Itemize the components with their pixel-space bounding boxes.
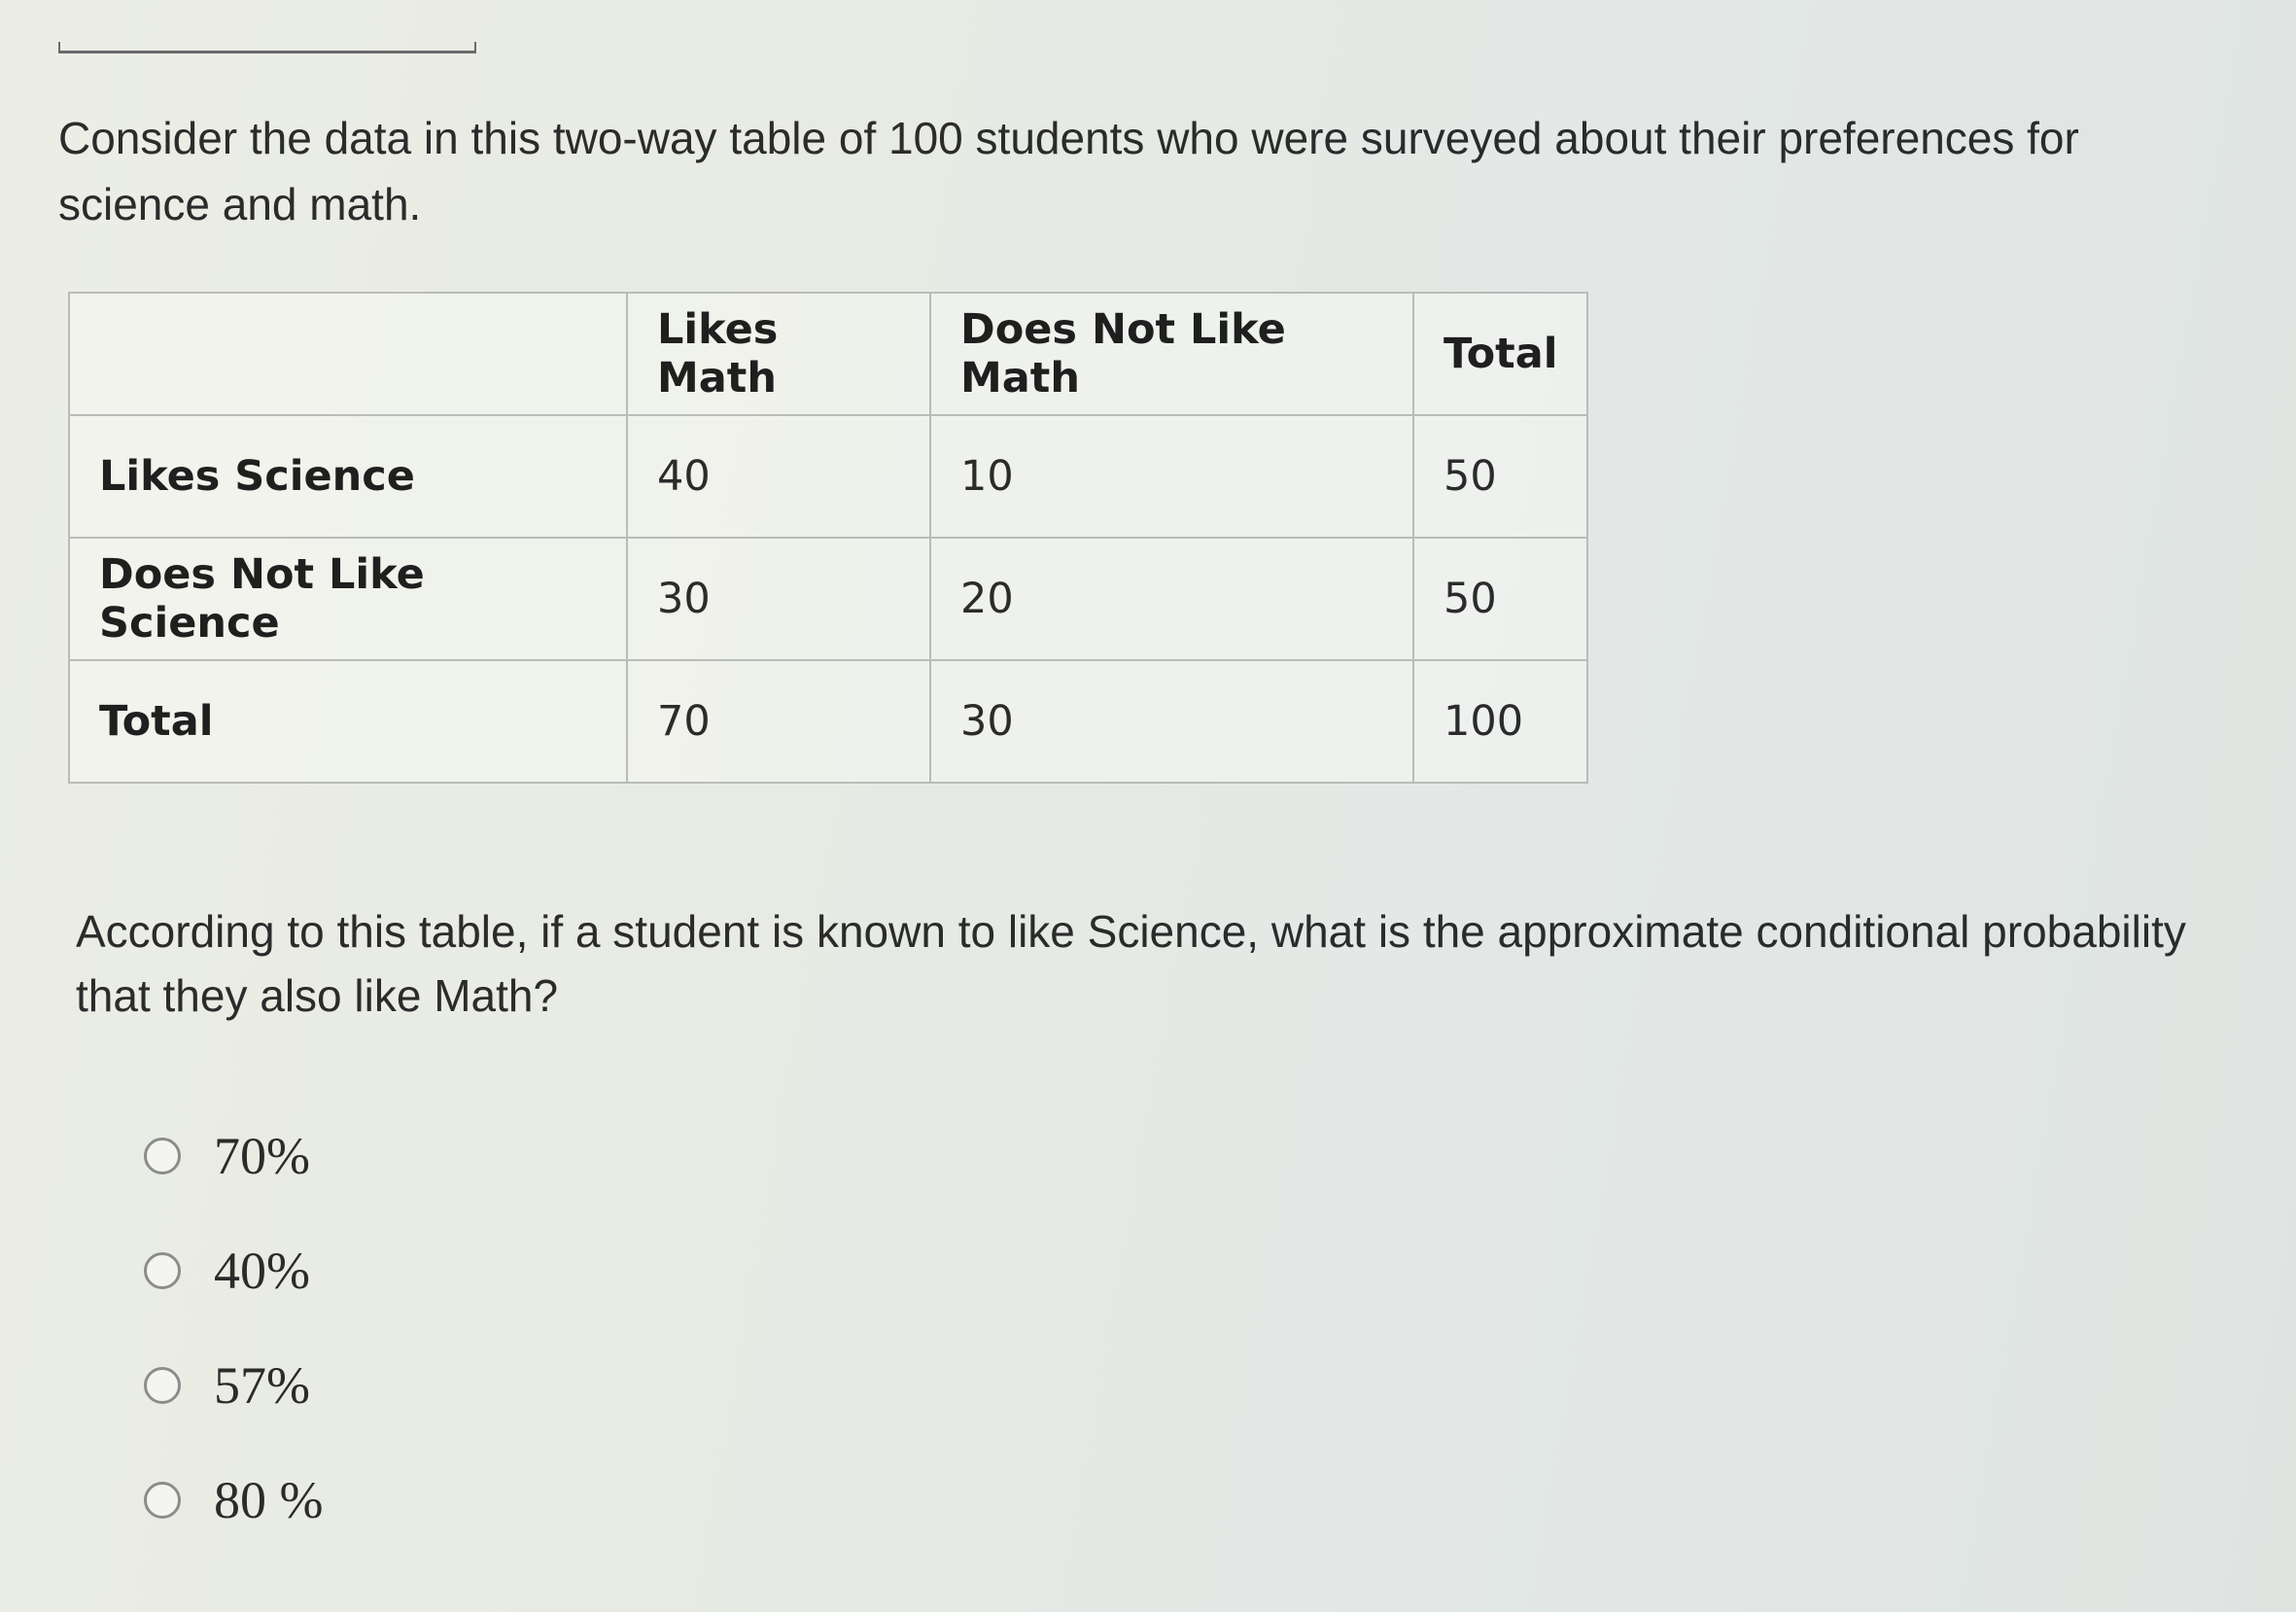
intro-text: Consider the data in this two-way table of 100 students who were surveyed about their preferences for science and math. (58, 113, 2079, 229)
answer-options (144, 1099, 323, 1558)
table-header-likes-math: Likes Math (627, 293, 930, 415)
question-text: According to this table, if a student is known to like Science, what is the approximate conditional probability that they also like Math? (76, 906, 2186, 1021)
radio-button[interactable] (144, 1482, 181, 1519)
table-cell: 30 (930, 660, 1413, 783)
radio-button[interactable] (144, 1138, 181, 1174)
table-cell: 100 (1413, 660, 1587, 783)
answer-option-3[interactable] (144, 1328, 323, 1443)
option-label[interactable]: 70% (214, 1127, 310, 1185)
table-cell: 10 (930, 415, 1413, 538)
table-cell: 70 (627, 660, 930, 783)
table-header-row (69, 293, 1587, 415)
answer-option-1[interactable] (144, 1099, 323, 1213)
table-header-total: Total (1413, 293, 1587, 415)
table-cell: 50 (1413, 538, 1587, 660)
table-header-empty (69, 293, 627, 415)
option-label[interactable]: 57% (214, 1356, 310, 1415)
option-label[interactable]: 80 % (214, 1471, 324, 1529)
table-row (69, 538, 1587, 660)
radio-button[interactable] (144, 1252, 181, 1289)
radio-button[interactable] (144, 1367, 181, 1404)
table-cell: 30 (627, 538, 930, 660)
row-label-total: Total (69, 660, 627, 783)
answer-option-2[interactable] (144, 1213, 323, 1328)
table-cell: 20 (930, 538, 1413, 660)
table-cell: 40 (627, 415, 930, 538)
row-label-does-not-like-science: Does Not Like Science (69, 538, 627, 660)
table-header-does-not-like-math: Does Not Like Math (930, 293, 1413, 415)
table-cell: 50 (1413, 415, 1587, 538)
two-way-table (68, 292, 1588, 784)
answer-option-4[interactable] (144, 1443, 323, 1558)
row-label-likes-science: Likes Science (69, 415, 627, 538)
option-label[interactable]: 40% (214, 1242, 310, 1300)
top-divider (58, 51, 476, 53)
table-row (69, 660, 1587, 783)
table-row (69, 415, 1587, 538)
